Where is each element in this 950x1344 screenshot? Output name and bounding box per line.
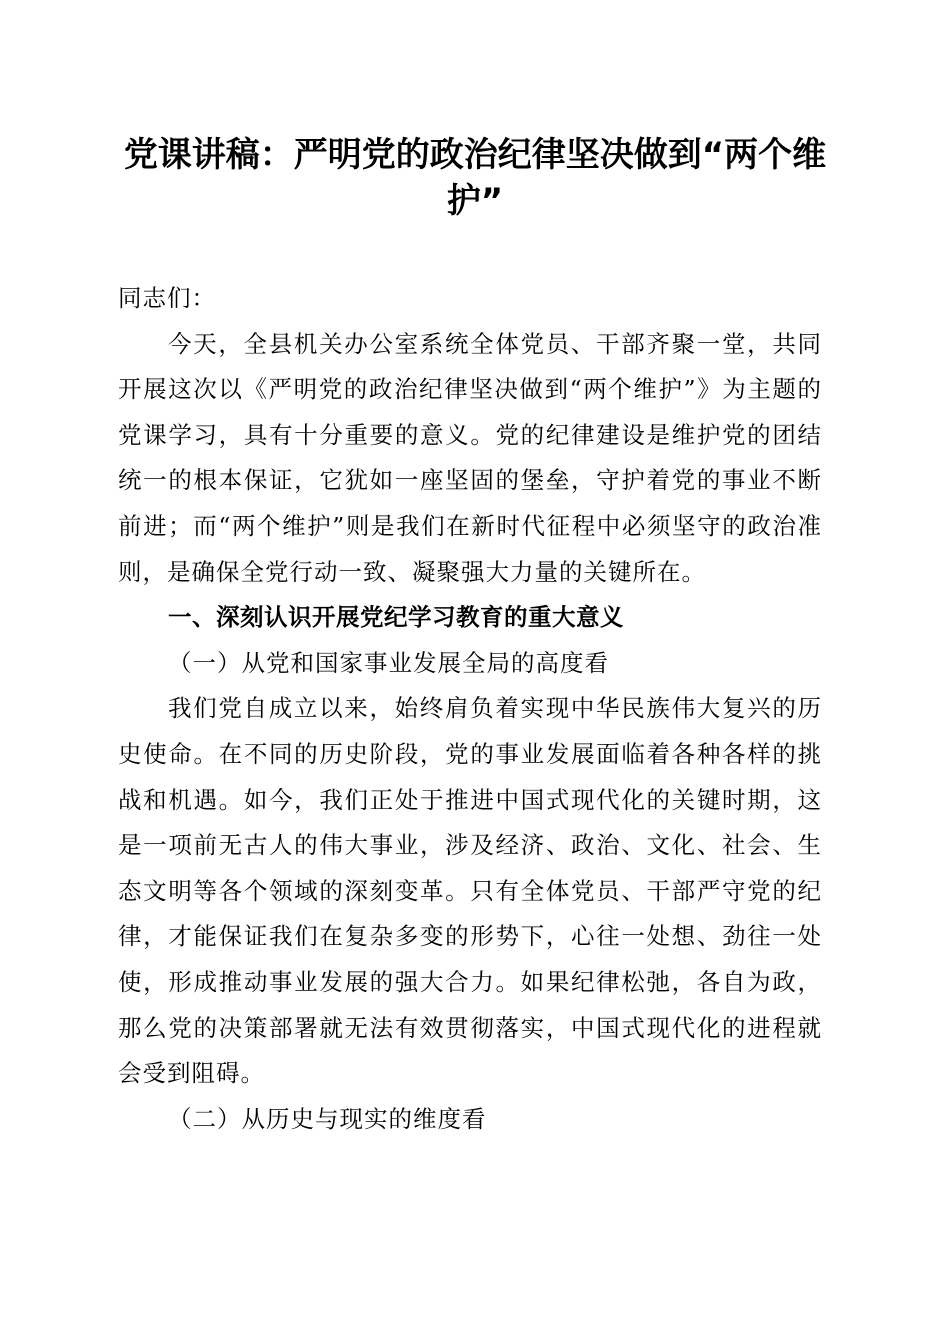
document-body bbox=[118, 276, 822, 1142]
subsection-heading-2: （二）从历史与现实的维度看 bbox=[168, 1104, 487, 1133]
intro-paragraph: 今天，全县机关办公室系统全体党员、干部齐聚一堂，共同开展这次以《严明党的政治纪律坚决做到“两个维护”》为主题的党课学习，具有十分重要的意义。党的纪律建设是维护党的团结统一的根本保证，它犹如一座坚固的堡垒，守护着党的事业不断前进；而“两个维护”则是我们在新时代征程中必须坚守的政治准则，是确保全党行动一致、凝聚强大力量的关键所在。 bbox=[118, 329, 822, 586]
subsection-heading-1: （一）从党和国家事业发展全局的高度看 bbox=[168, 648, 609, 677]
subsection-1-paragraph: 我们党自成立以来，始终肩负着实现中华民族伟大复兴的历史使命。在不同的历史阶段，党的事业发展面临着各种各样的挑战和机遇。如今，我们正处于推进中国式现代化的关键时期，这是一项前无古人的伟大事业，涉及经济、政治、文化、社会、生态文明等各个领域的深刻变革。只有全体党员、干部严守党的纪律，才能保证我们在复杂多变的形势下，心往一处想、劲往一处使，形成推动事业发展的强大合力。如果纪律松弛，各自为政，那么党的决策部署就无法有效贯彻落实，中国式现代化的进程就会受到阻碍。 bbox=[118, 694, 822, 1088]
salutation: 同志们： bbox=[118, 284, 216, 312]
document-title: 党课讲稿：严明党的政治纪律坚决做到“两个维护” bbox=[123, 135, 827, 221]
section-heading-1: 一、深刻认识开展党纪学习教育的重大意义 bbox=[168, 603, 624, 632]
